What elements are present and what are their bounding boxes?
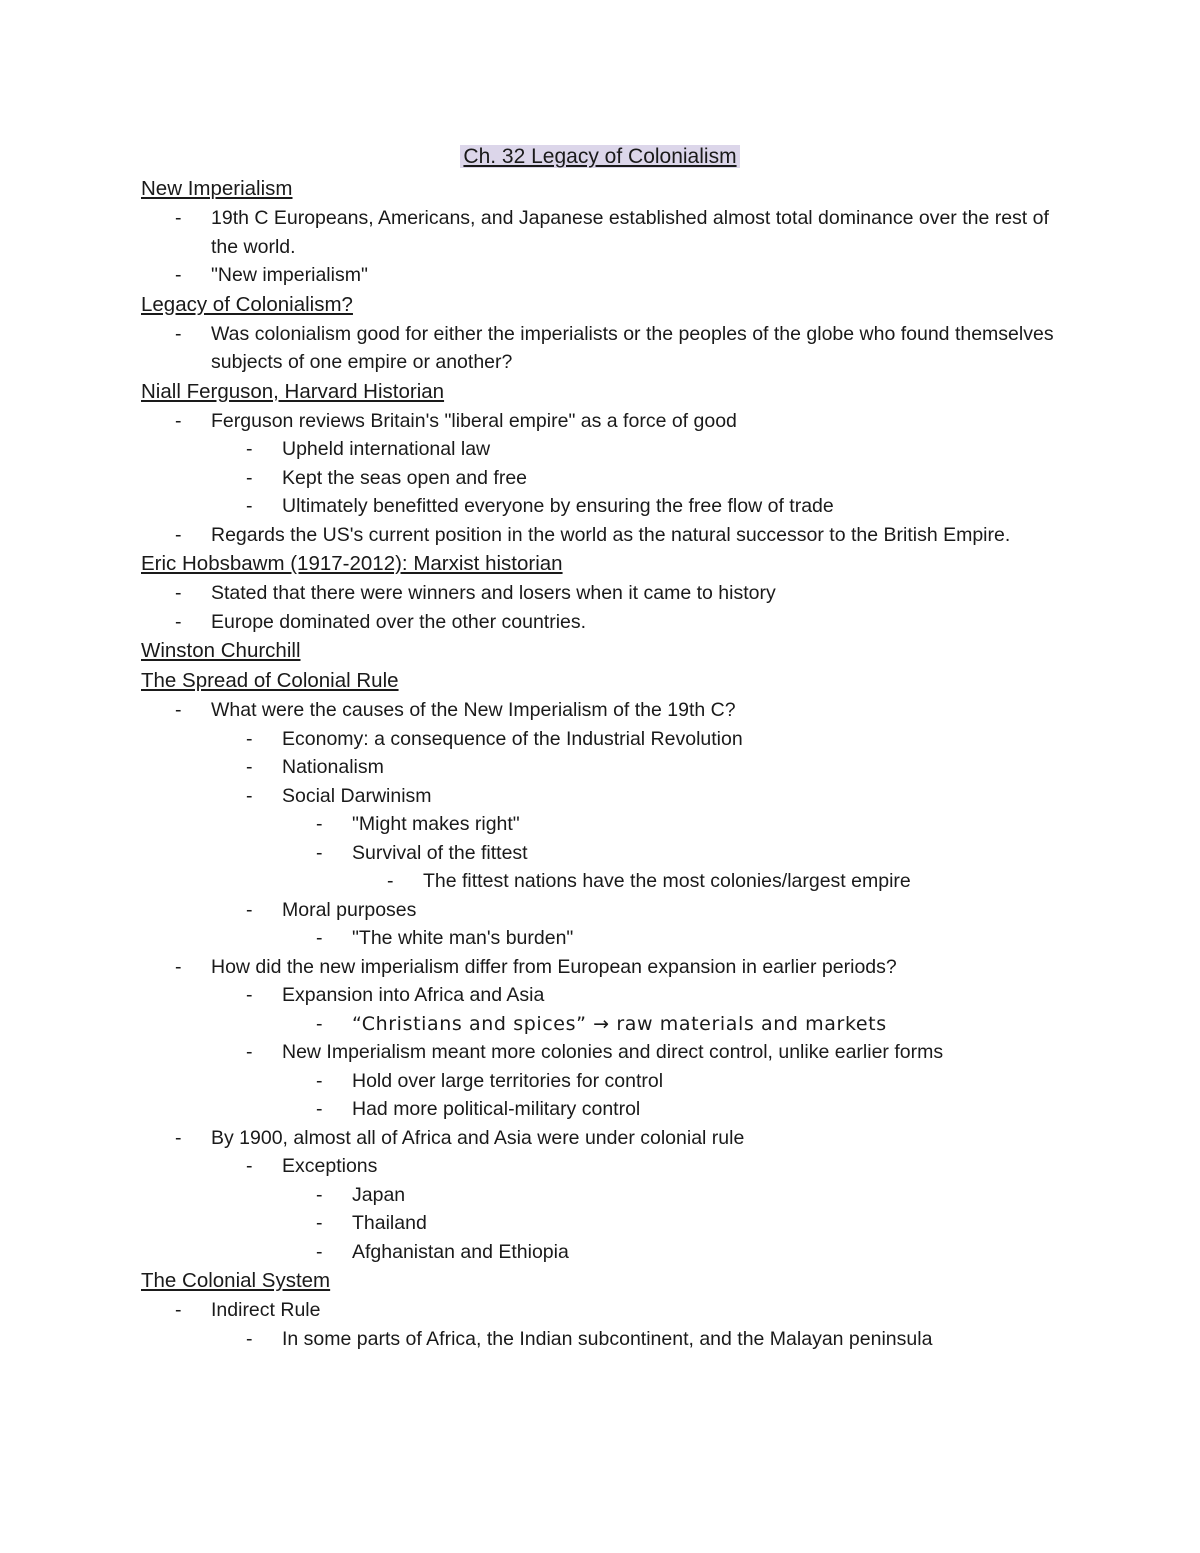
bullet-dash-icon: - xyxy=(246,756,253,778)
list-item-text: Was colonialism good for either the imperialists or the peoples of the globe who found themselves subjects of one empire or another? xyxy=(211,322,1054,373)
bullet-dash-icon: - xyxy=(246,1327,253,1350)
bullet-dash-icon: - xyxy=(316,1012,323,1035)
section-heading: Winston Churchill xyxy=(141,639,301,662)
list-item xyxy=(141,261,1081,290)
list-item-text: "New imperialism" xyxy=(211,264,368,286)
bullet-dash-icon: - xyxy=(316,1183,323,1206)
list-item-text: In some parts of Africa, the Indian subcontinent, and the Malayan peninsula xyxy=(282,1327,933,1350)
list-item xyxy=(141,782,1081,811)
document-title-text: Ch. 32 Legacy of Colonialism xyxy=(460,145,739,168)
bullet-dash-icon: - xyxy=(175,955,182,978)
section-heading: Eric Hobsbawm (1917-2012): Marxist historian xyxy=(141,552,563,575)
bullet-dash-icon: - xyxy=(316,1069,323,1092)
list-item-text: Had more political-military control xyxy=(352,1098,641,1120)
list-item xyxy=(141,521,1081,550)
bullet-dash-icon: - xyxy=(175,582,182,604)
list-item-text: Exceptions xyxy=(282,1155,378,1177)
list-item-text: Ultimately benefitted everyone by ensuring the free flow of trade xyxy=(282,495,834,517)
bullet-dash-icon: - xyxy=(316,1212,323,1234)
section-heading: Niall Ferguson, Harvard Historian xyxy=(141,379,445,403)
list-item xyxy=(141,753,1081,782)
list-item xyxy=(141,810,1081,839)
document-title xyxy=(0,140,1200,174)
bullet-dash-icon: - xyxy=(316,813,323,835)
bullet-dash-icon: - xyxy=(175,207,182,229)
list-item xyxy=(141,1181,1081,1210)
list-item-text: Japan xyxy=(352,1183,406,1206)
bullet-dash-icon: - xyxy=(387,870,394,892)
list-item-text: "The white man's burden" xyxy=(352,927,574,949)
list-item xyxy=(141,1038,1081,1067)
bullet-dash-icon: - xyxy=(246,1041,253,1063)
bullet-dash-icon: - xyxy=(175,1299,182,1321)
list-item-text: Stated that there were winners and losers when it came to history xyxy=(211,582,776,604)
list-item xyxy=(141,1152,1081,1181)
bullet-dash-icon: - xyxy=(246,727,253,750)
list-item-text: Indirect Rule xyxy=(211,1299,321,1321)
bullet-dash-icon: - xyxy=(175,264,182,286)
bullet-dash-icon: - xyxy=(246,784,253,807)
list-item-text: Nationalism xyxy=(282,756,384,778)
list-item-text: By 1900, almost all of Africa and Asia were under colonial rule xyxy=(211,1126,745,1149)
bullet-dash-icon: - xyxy=(246,466,253,489)
list-item-text: New Imperialism meant more colonies and direct control, unlike earlier forms xyxy=(282,1041,944,1063)
bullet-dash-icon: - xyxy=(316,1098,323,1120)
list-item-text: "Might makes right" xyxy=(352,813,520,835)
list-item xyxy=(141,1010,1081,1039)
list-item xyxy=(141,407,1081,436)
list-item xyxy=(141,492,1081,521)
list-item-text: Upheld international law xyxy=(282,438,491,460)
list-item-text: 19th C Europeans, Americans, and Japanese established almost total dominance over the rest of the world. xyxy=(211,207,1049,258)
list-item-text: Hold over large territories for control xyxy=(352,1069,664,1092)
bullet-dash-icon: - xyxy=(175,1126,182,1149)
section-heading: The Colonial System xyxy=(141,1269,331,1292)
bullet-dash-icon: - xyxy=(175,699,182,721)
document-body xyxy=(141,174,1081,1353)
list-item xyxy=(141,1296,1081,1325)
section-heading: The Spread of Colonial Rule xyxy=(141,669,399,692)
list-item-text: Ferguson reviews Britain's "liberal empire" as a force of good xyxy=(211,409,737,432)
section-heading: Legacy of Colonialism? xyxy=(141,292,353,316)
section-heading: New Imperialism xyxy=(141,177,293,200)
list-item xyxy=(141,1095,1081,1124)
list-item xyxy=(141,953,1081,982)
list-item-text: Europe dominated over the other countries. xyxy=(211,610,587,633)
bullet-list xyxy=(141,696,1081,1266)
bullet-dash-icon: - xyxy=(246,495,253,517)
list-item-text: Afghanistan and Ethiopia xyxy=(352,1240,569,1263)
bullet-dash-icon: - xyxy=(246,1155,253,1177)
list-item xyxy=(141,204,1081,261)
bullet-dash-icon: - xyxy=(175,523,182,546)
list-item xyxy=(141,981,1081,1010)
list-item xyxy=(141,867,1081,896)
list-item xyxy=(141,579,1081,608)
list-item-text: Thailand xyxy=(352,1212,427,1234)
bullet-dash-icon: - xyxy=(246,984,253,1006)
list-item xyxy=(141,1124,1081,1153)
bullet-dash-icon: - xyxy=(246,438,253,460)
list-item xyxy=(141,696,1081,725)
list-item xyxy=(141,924,1081,953)
list-item xyxy=(141,896,1081,925)
list-item-text: “Christians and spices” → raw materials and markets xyxy=(352,1012,887,1035)
list-item xyxy=(141,1238,1081,1267)
bullet-dash-icon: - xyxy=(316,927,323,949)
list-item xyxy=(141,320,1081,377)
list-item xyxy=(141,839,1081,868)
bullet-dash-icon: - xyxy=(175,409,182,432)
list-item-text: The fittest nations have the most colonies/largest empire xyxy=(423,870,911,892)
bullet-list xyxy=(141,320,1081,377)
list-item-text: Social Darwinism xyxy=(282,784,432,807)
bullet-dash-icon: - xyxy=(175,322,182,345)
bullet-dash-icon: - xyxy=(316,1240,323,1263)
bullet-dash-icon: - xyxy=(246,898,253,921)
list-item-text: Regards the US's current position in the world as the natural successor to the British Empire. xyxy=(211,523,1011,546)
list-item xyxy=(141,725,1081,754)
list-item xyxy=(141,1209,1081,1238)
list-item xyxy=(141,464,1081,493)
list-item-text: Moral purposes xyxy=(282,898,417,921)
bullet-dash-icon: - xyxy=(175,610,182,633)
list-item xyxy=(141,1325,1081,1354)
bullet-list xyxy=(141,1296,1081,1353)
bullet-list xyxy=(141,204,1081,290)
list-item xyxy=(141,435,1081,464)
bullet-dash-icon: - xyxy=(316,841,323,864)
list-item-text: What were the causes of the New Imperialism of the 19th C? xyxy=(211,699,736,721)
list-item-text: Survival of the fittest xyxy=(352,841,528,864)
list-item xyxy=(141,1067,1081,1096)
list-item xyxy=(141,608,1081,637)
list-item-text: Economy: a consequence of the Industrial Revolution xyxy=(282,727,743,750)
list-item-text: Expansion into Africa and Asia xyxy=(282,984,545,1006)
bullet-list xyxy=(141,407,1081,550)
bullet-list xyxy=(141,579,1081,636)
list-item-text: Kept the seas open and free xyxy=(282,466,528,489)
list-item-text: How did the new imperialism differ from European expansion in earlier periods? xyxy=(211,955,897,978)
